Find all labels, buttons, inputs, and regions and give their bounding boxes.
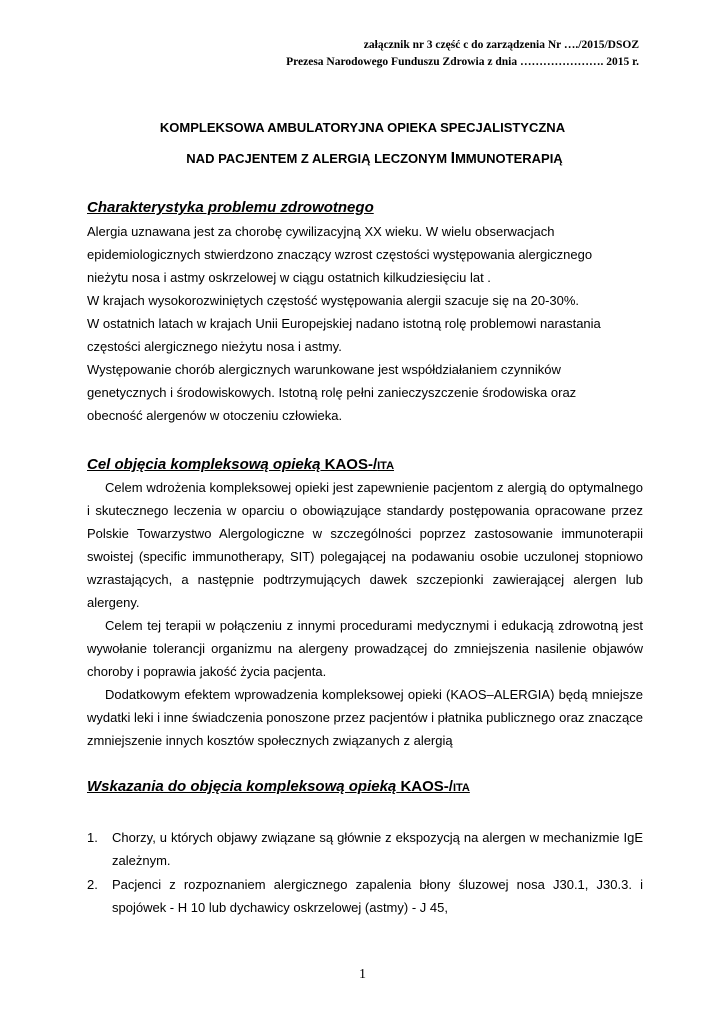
section2-heading-main: KAOS-/ <box>320 456 378 473</box>
section1-heading-text: Charakterystyka problemu zdrowotnego <box>87 199 374 216</box>
header-line-1: załącznik nr 3 część c do zarządzenia Nr …./2015/DSOZ <box>363 39 639 51</box>
section2-paragraph: Celem tej terapii w połączeniu z innymi procedurami medycznymi i edukacją zdrowotną jest wywołanie tolerancji organizmu na alergeny prowadzącej do zmniejszenia nasilenie objawów choroby i poprawia jakość życia pacjenta. <box>87 618 643 679</box>
section1-line: Alergia uznawana jest za chorobę cywilizacyjną XX wieku. W wielu obserwacjach <box>87 224 555 239</box>
list-item-number: 1. <box>87 830 98 845</box>
section1-line: epidemiologicznych stwierdzono znaczący wzrost częstości występowania alergicznego <box>87 247 593 262</box>
header-line-2: Prezesa Narodowego Funduszu Zdrowia z dnia …………………. 2015 r. <box>286 56 639 68</box>
section3-heading-small: ITA <box>452 782 470 794</box>
indications-list <box>87 826 643 919</box>
list-item <box>87 873 643 919</box>
section1-line: częstości alergicznego nieżytu nosa i astmy. <box>87 339 342 354</box>
list-item-number: 2. <box>87 877 98 892</box>
document-title-line-1: KOMPLEKSOWA AMBULATORYJNA OPIEKA SPECJALISTYCZNA <box>159 120 566 135</box>
section1-line: obecność alergenów w otoczeniu człowieka. <box>87 408 343 423</box>
section2-heading-italic: Cel objęcia kompleksową opieką <box>87 456 321 473</box>
section1-line: nieżytu nosa i astmy oskrzelowej w ciągu ostatnich kilkudziesięciu lat . <box>87 270 491 285</box>
section-heading-cel <box>87 456 394 473</box>
section-heading-wskazania <box>87 778 470 795</box>
section1-line: genetycznych i środowiskowych. Istotną rolę pełni zanieczyszczenie środowiska oraz <box>87 385 577 400</box>
section-heading-charakterystyka <box>87 199 374 216</box>
section3-heading-main: KAOS-/ <box>396 778 453 795</box>
section1-line: Występowanie chorób alergicznych warunkowane jest współdziałaniem czynników <box>87 362 561 377</box>
section2-body <box>87 476 643 752</box>
title-line-2-rest: MMUNOTERAPIĄ <box>455 151 563 166</box>
section3-heading-italic: Wskazania do objęcia kompleksową opieką <box>87 778 397 795</box>
section1-line: W ostatnich latach w krajach Unii Europejskiej nadano istotną rolę problemowi narastania <box>87 316 601 331</box>
section1-line: W krajach wysokorozwiniętych częstość występowania alergii szacuje się na 20-30%. <box>87 293 580 308</box>
list-item-text: Pacjenci z rozpoznaniem alergicznego zapalenia błony śluzowej nosa J30.1, J30.3. i spojówek - H 10 lub dychawicy oskrzelowej (astmy) - J 45, <box>112 877 643 915</box>
section2-heading-small: ITA <box>377 460 395 472</box>
document-header <box>286 37 639 71</box>
section1-body <box>87 220 643 427</box>
list-item-text: Chorzy, u których objawy związane są głównie z ekspozycją na alergen w mechanizmie IgE zależnym. <box>112 830 643 868</box>
section2-paragraph: Dodatkowym efektem wprowadzenia kompleksowej opieki (KAOS–ALERGIA) będą mniejsze wydatki leki i inne świadczenia ponoszone przez pacjentów i płatnika publicznego oraz znaczące zmniejszenie innych kosztów społecznych związanych z alergią <box>87 687 643 748</box>
page-number: 1 <box>359 967 366 982</box>
section2-paragraph: Celem wdrożenia kompleksowej opieki jest zapewnienie pacjentom z alergią do optymalnego i skutecznego leczenia w oparciu o obowiązujące standardy postępowania opracowane przez Polskie Towarzystwo Alergologiczne w szczególności poprzez zastosowanie immunoterapii swoistej (specific immunotherapy, SIT) polegającej na podawaniu osobie uczulonej stopniowo wzrastających, a następnie podtrzymujących dawek szczepionki zawierającej alergen lub alergeny. <box>87 480 643 610</box>
list-item <box>87 826 643 872</box>
document-title-line-2 <box>12 150 725 168</box>
title-line-2-prefix: NAD PACJENTEM Z ALERGIĄ LECZONYM <box>186 151 451 166</box>
title-line-2-cap: I <box>450 150 456 167</box>
